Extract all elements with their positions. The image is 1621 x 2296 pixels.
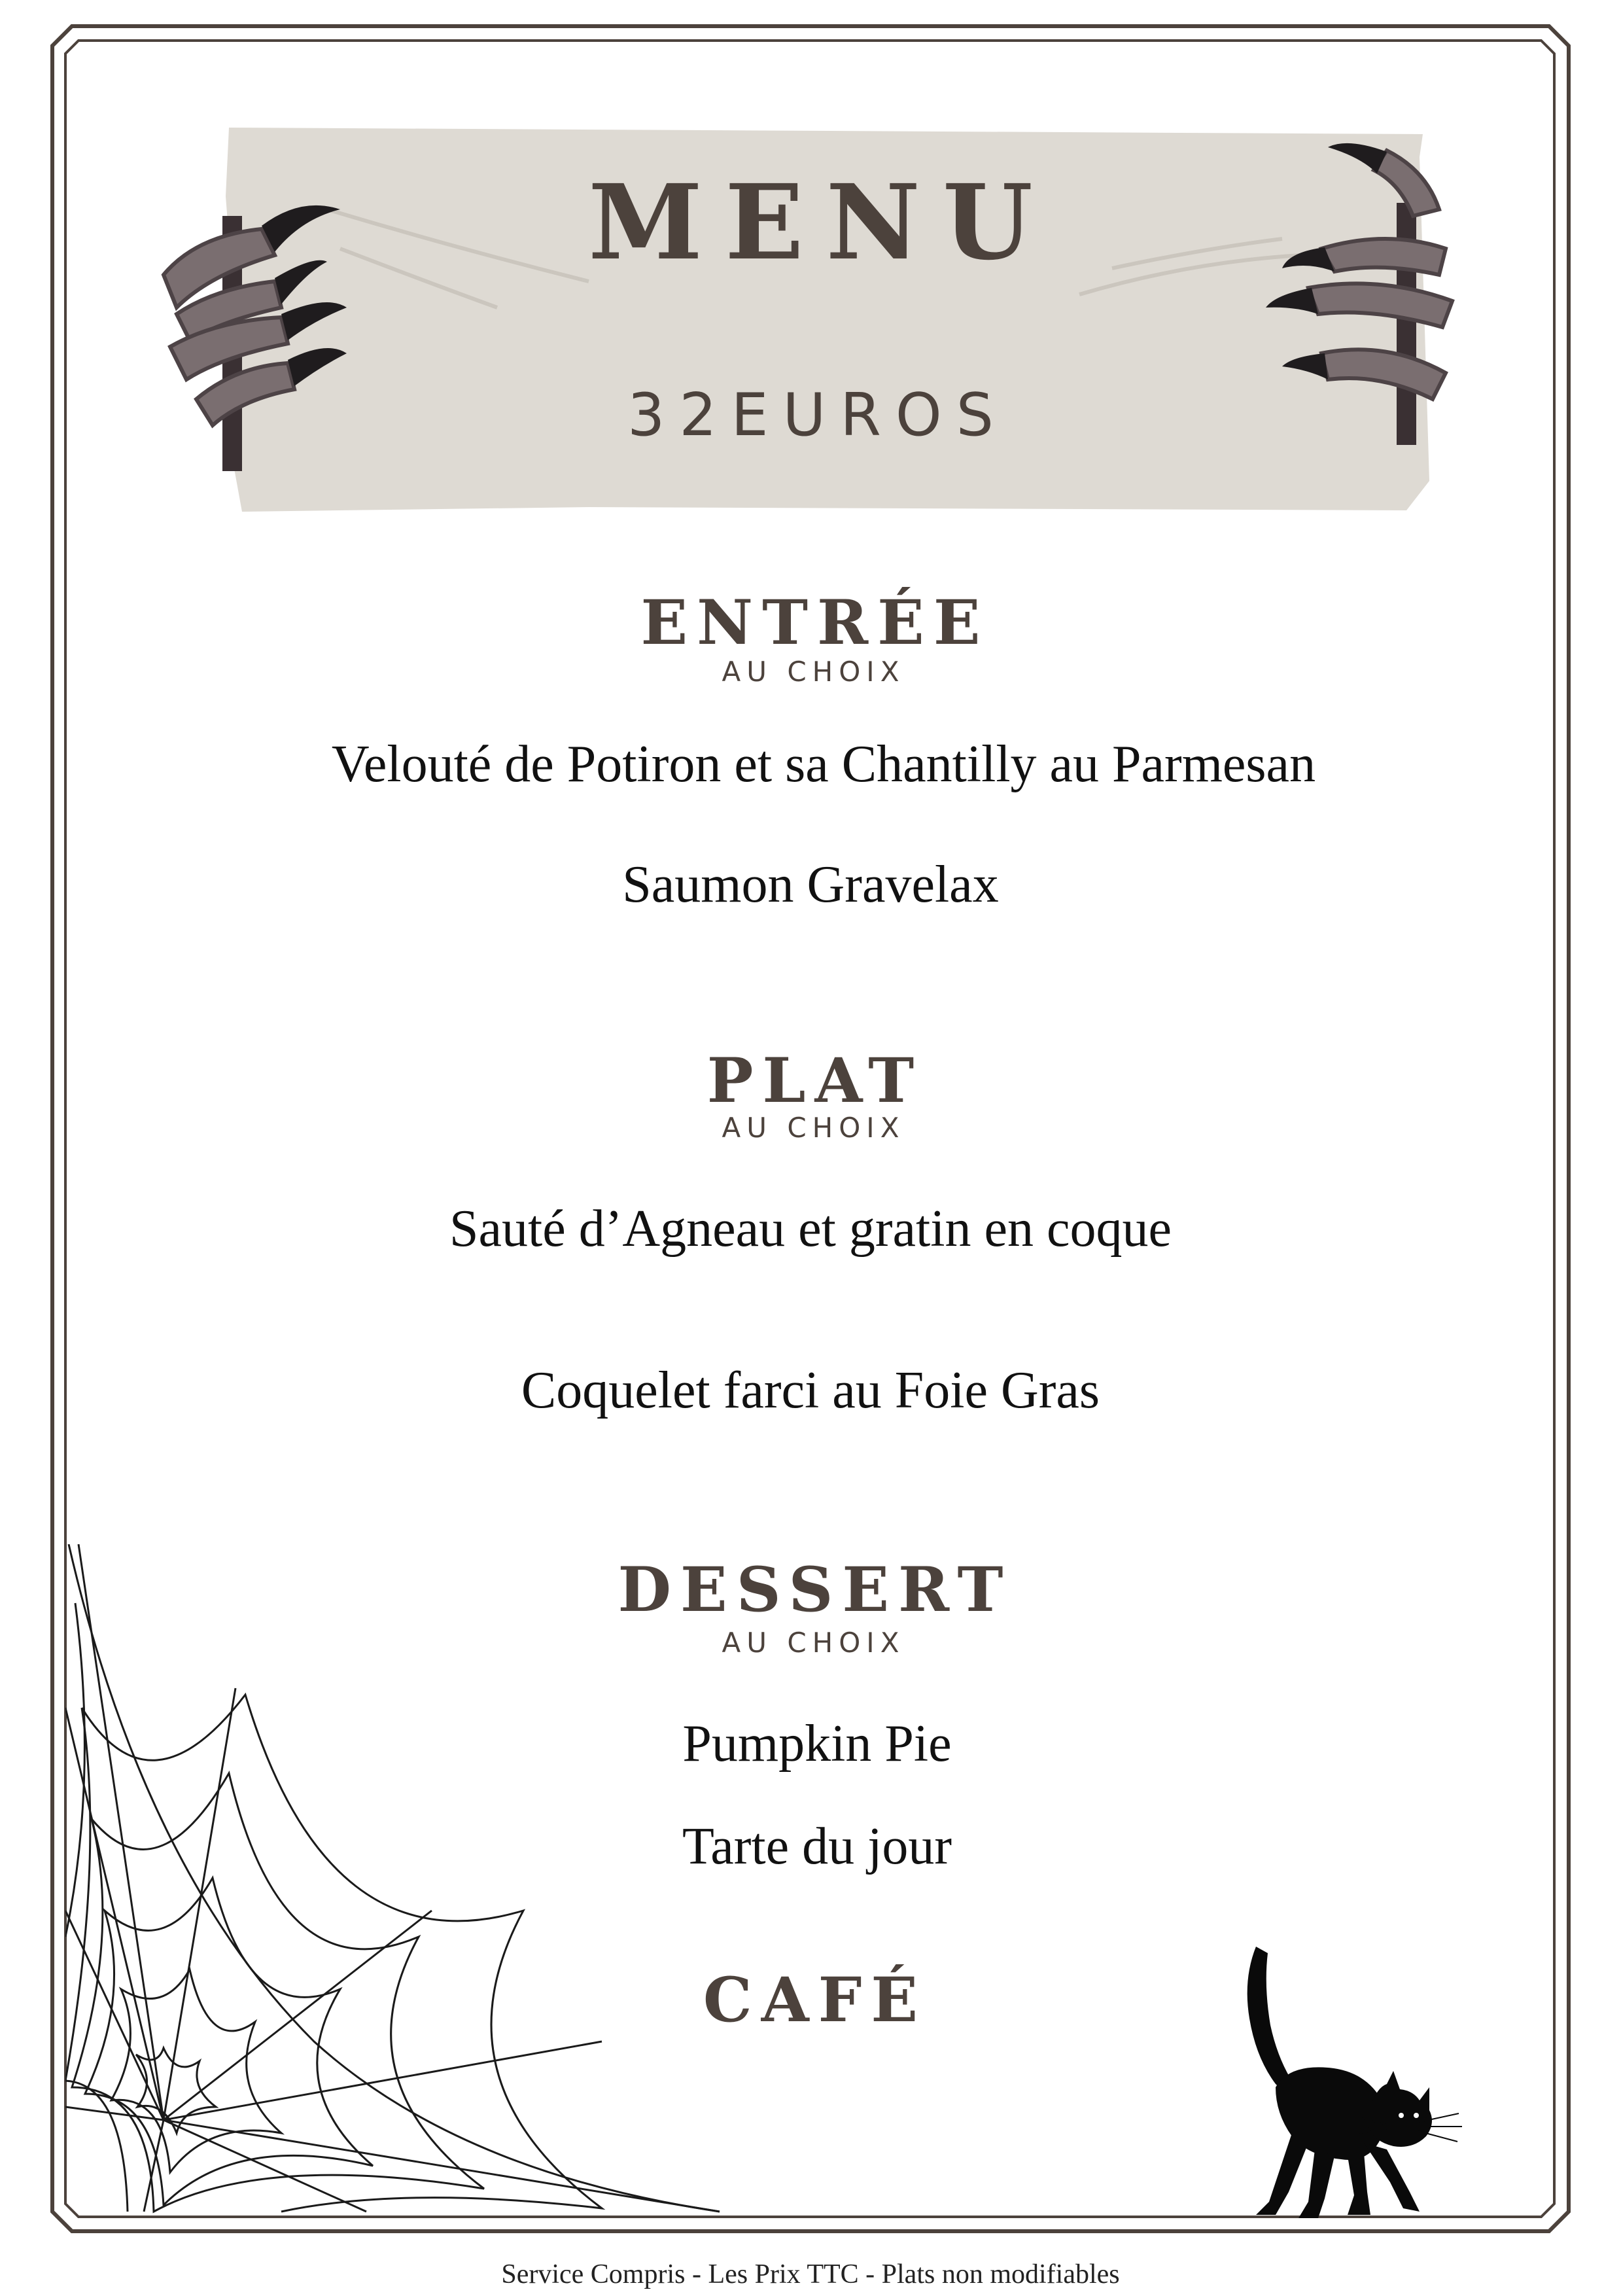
section-title-cafe: CAFÉ [703,1964,928,2036]
dish-item: Coquelet farci au Foie Gras [521,1362,1100,1419]
dish-item: Sauté d’Agneau et gratin en coque [449,1200,1172,1258]
section-title-dessert: DESSERT [618,1554,1013,1626]
dish-item: Velouté de Potiron et sa Chantilly au Parmesan [331,735,1316,793]
dish-item: Saumon Gravelax [622,856,999,913]
black-cat-icon [1230,1947,1478,2228]
section-subtitle-dessert: AU CHOIX [722,1627,905,1659]
price-label: 32EUROS [627,381,1008,450]
menu-title: MENU [588,162,1055,283]
dish-item: Tarte du jour [682,1818,952,1875]
section-title-plat: PLAT [706,1045,924,1117]
footer-note: Service Compris - Les Prix TTC - Plats non modifiables [501,2259,1120,2289]
section-subtitle-plat: AU CHOIX [722,1112,905,1144]
dish-item: Pumpkin Pie [682,1715,952,1773]
section-title-entree: ENTRÉE [640,587,990,659]
section-subtitle-entree: AU CHOIX [722,656,905,688]
spider-web-icon [65,1544,733,2218]
